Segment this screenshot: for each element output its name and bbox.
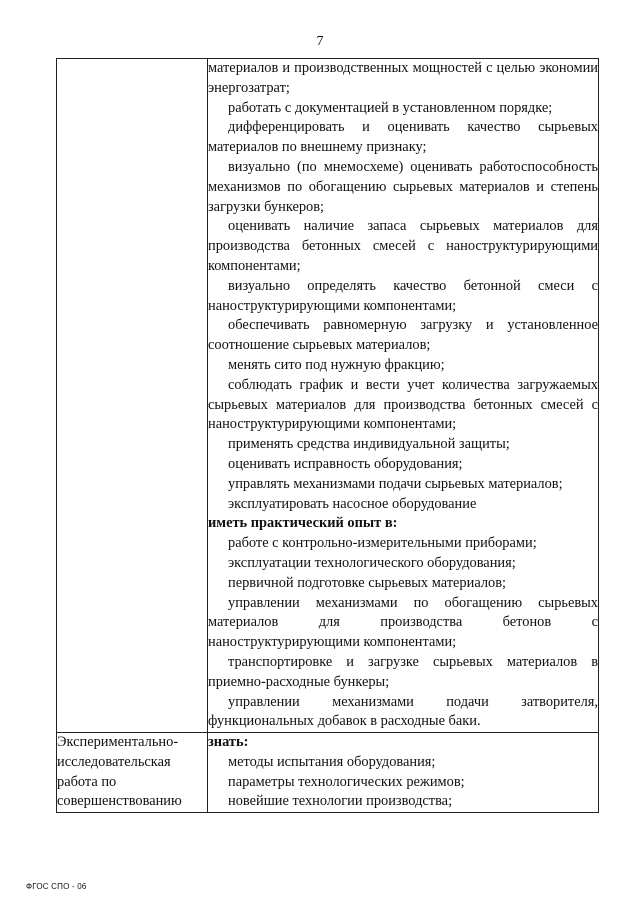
activity-cell: Экспериментально-исследовательская работа по совершенствованию xyxy=(57,733,208,813)
paragraph: управлении механизмами подачи затворителя, функциональных добавок в расходные баки. xyxy=(208,693,598,730)
paragraph: методы испытания оборудования; xyxy=(228,753,436,770)
paragraph: работе с контрольно-измерительными приборами; xyxy=(228,535,537,552)
paragraph: дифференцировать и оценивать качество сырьевых материалов по внешнему признаку; xyxy=(208,119,598,156)
paragraph: оценивать наличие запаса сырьевых материалов для производства бетонных смесей с наноструктурирующими компонентами; xyxy=(208,218,598,274)
paragraph: эксплуатации технологического оборудования; xyxy=(228,554,516,571)
paragraph: соблюдать график и вести учет количества загружаемых сырьевых материалов для производства бетонных смесей с наноструктурирующими компонентами; xyxy=(208,376,598,433)
section-heading: знать: xyxy=(208,734,249,751)
paragraph: новейшие технологии производства; xyxy=(228,793,453,810)
paragraph: визуально (по мнемосхеме) оценивать работоспособность механизмов по обогащению сырьевых материалов и степень загрузки бункеров; xyxy=(208,158,598,215)
paragraph: работать с документацией в установленном порядке; xyxy=(228,99,553,116)
table-row xyxy=(57,733,599,813)
paragraph: эксплуатировать насосное оборудование xyxy=(228,495,477,512)
competency-table xyxy=(56,58,599,813)
paragraph: транспортировке и загрузке сырьевых материалов в приемно-расходные бункеры; xyxy=(208,653,598,690)
paragraph: визуально определять качество бетонной смеси с наноструктурирующими компонентами; xyxy=(208,277,598,314)
section-heading: иметь практический опыт в: xyxy=(208,515,398,532)
document-footer: ФГОС СПО - 06 xyxy=(26,882,87,891)
paragraph: первичной подготовке сырьевых материалов; xyxy=(228,574,507,591)
paragraph: управлении механизмами по обогащению сырьевых материалов для производства бетонов с наноструктурирующими компонентами; xyxy=(208,594,598,651)
paragraph: параметры технологических режимов; xyxy=(228,773,465,790)
paragraph: материалов и производственных мощностей с целью экономии энергозатрат; xyxy=(208,60,598,96)
paragraph: применять средства индивидуальной защиты; xyxy=(228,436,510,453)
requirements-cell xyxy=(208,59,599,733)
paragraph: менять сито под нужную фракцию; xyxy=(228,356,445,373)
table-row xyxy=(57,59,599,733)
paragraph: оценивать исправность оборудования; xyxy=(228,455,463,472)
paragraph: управлять механизмами подачи сырьевых материалов; xyxy=(228,475,563,492)
requirements-cell xyxy=(208,733,599,813)
page-number: 7 xyxy=(316,34,324,49)
activity-cell xyxy=(57,59,208,733)
paragraph: обеспечивать равномерную загрузку и установленное соотношение сырьевых материалов; xyxy=(208,317,598,354)
